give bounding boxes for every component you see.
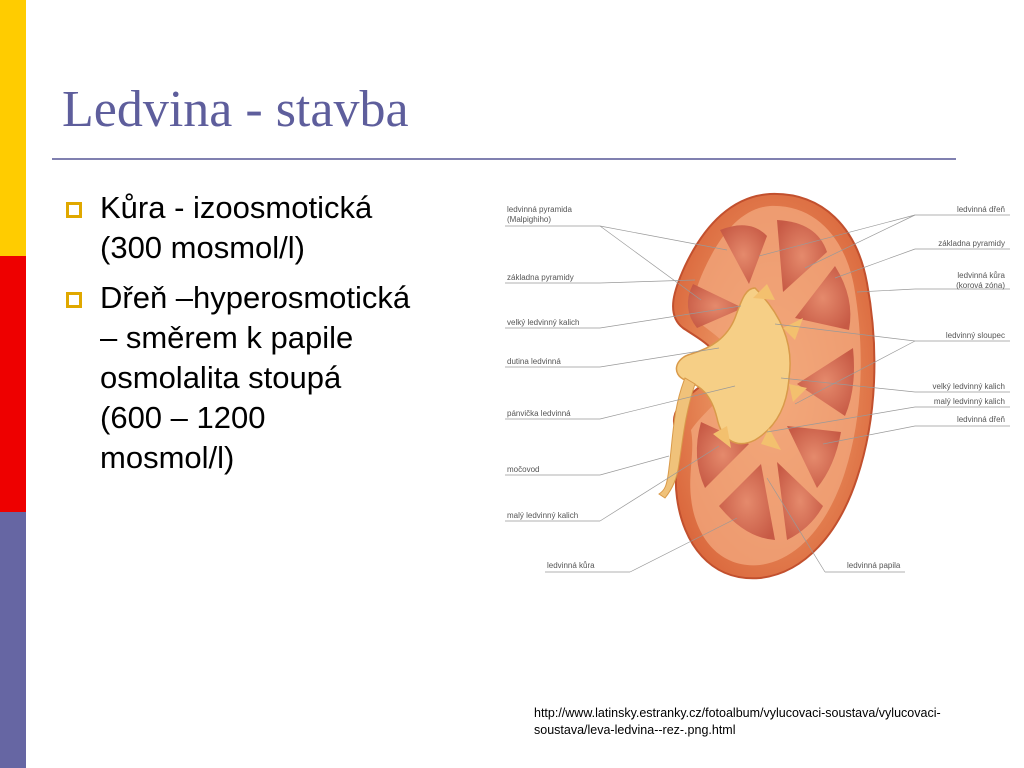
label-pyramid-base-right: základna pyramidy	[938, 239, 1005, 248]
bullet-line: Dřeň –hyperosmotická	[100, 280, 411, 315]
accent-stripe-blue	[0, 512, 26, 768]
bullet-line: (300 mosmol/l)	[100, 230, 305, 265]
kidney-diagram	[505, 188, 1010, 583]
label-medulla-right-top: ledvinná dřeň	[956, 205, 1005, 214]
bullet-line: osmolalita stoupá	[100, 360, 342, 395]
bullet-line: Kůra - izoosmotická	[100, 190, 373, 225]
bullet-line: mosmol/l)	[100, 440, 235, 475]
label-minor-calyx-left: malý ledvinný kalich	[507, 511, 579, 520]
accent-stripe-yellow	[0, 0, 26, 256]
accent-stripe-red	[0, 256, 26, 512]
label-major-calyx-left: velký ledvinný kalich	[507, 318, 580, 327]
bullet-item-cortex	[62, 188, 502, 268]
slide-title: Ledvina - stavba	[62, 81, 409, 138]
bullet-item-medulla	[62, 278, 502, 478]
kidney-cross-section-illustration	[505, 188, 1010, 583]
label-medulla-right-bottom: ledvinná dřeň	[956, 415, 1005, 424]
title-divider	[52, 158, 956, 160]
source-link[interactable]	[534, 705, 1014, 739]
source-line: http://www.latinsky.estranky.cz/fotoalbum/vylucovaci-soustava/vylucovaci-	[534, 706, 941, 720]
bullet-line: (600 – 1200	[100, 400, 266, 435]
label-renal-pyramid-sub: (Malpighiho)	[507, 215, 552, 224]
label-minor-calyx-right: malý ledvinný kalich	[933, 397, 1005, 406]
label-renal-pelvis: pánvička ledvinná	[507, 409, 571, 418]
label-renal-column: ledvinný sloupec	[945, 331, 1005, 340]
label-cortex-right: ledvinná kůra	[957, 271, 1005, 280]
label-renal-sinus: dutina ledvinná	[507, 357, 561, 366]
square-bullet-icon	[66, 202, 82, 218]
label-major-calyx-right: velký ledvinný kalich	[932, 382, 1005, 391]
label-cortex-right-sub: (korová zóna)	[956, 281, 1005, 290]
bullet-list	[62, 188, 502, 488]
square-bullet-icon	[66, 292, 82, 308]
label-renal-papilla: ledvinná papila	[847, 561, 901, 570]
label-pyramid-base-left: základna pyramidy	[507, 273, 574, 282]
source-line: soustava/leva-ledvina--rez-.png.html	[534, 723, 736, 737]
label-ureter: močovod	[507, 465, 540, 474]
label-renal-pyramid: ledvinná pyramida	[507, 205, 572, 214]
label-cortex-bottom: ledvinná kůra	[547, 561, 595, 570]
bullet-line: – směrem k papile	[100, 320, 354, 355]
